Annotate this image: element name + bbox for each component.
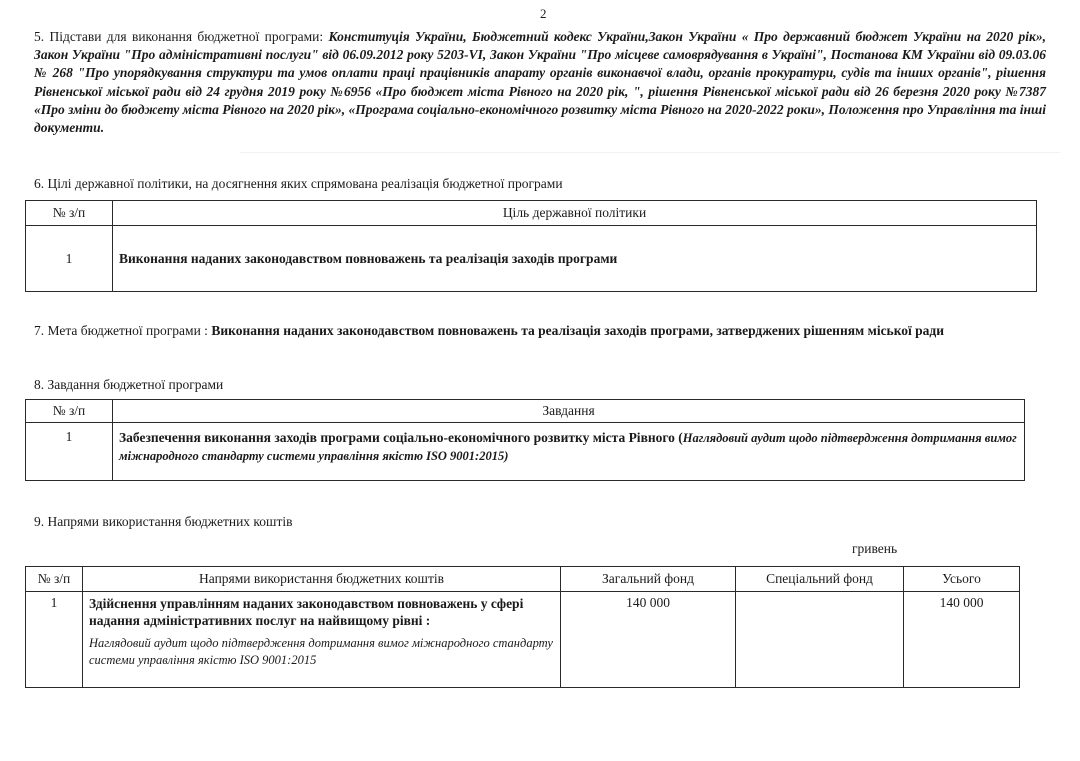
direction-text: Здійснення управлінням наданих законодавством повноважень у сфері надання адміністративних послуг на найвищому рівні : (89, 596, 524, 628)
column-header-num: № з/п (26, 567, 83, 592)
section-5-label: 5. Підстави для виконання бюджетної програми: (34, 29, 324, 44)
row-num: 1 (26, 592, 83, 688)
show-through-artifact (240, 152, 1060, 164)
table-header-row (26, 201, 1037, 226)
section-8-title: 8. Завдання бюджетної програми (34, 377, 224, 392)
unit-label: гривень (852, 541, 898, 556)
column-header-direction: Напрями використання бюджетних коштів (83, 567, 561, 592)
column-header-goal: Ціль державної політики (113, 201, 1037, 226)
row-general-fund: 140 000 (561, 592, 736, 688)
column-header-num: № з/п (26, 400, 113, 423)
page-number: 2 (540, 6, 547, 21)
row-task (113, 423, 1025, 481)
table-header-row (26, 400, 1025, 423)
row-special-fund (736, 592, 904, 688)
section-7-label: 7. Мета бюджетної програми : (34, 323, 208, 338)
table-header-row (26, 567, 1020, 592)
section-9-title: 9. Напрями використання бюджетних коштів (34, 514, 293, 529)
table-row (26, 423, 1025, 481)
table-row (26, 592, 1020, 688)
task-text: Забезпечення виконання заходів програми соціально-економічного розвитку міста Рівного ( (119, 430, 683, 445)
row-num: 1 (26, 226, 113, 292)
direction-italic: Наглядовий аудит щодо підтвердження дотримання вимог міжнародного стандарту системи управління якістю ISO 9001:2015 (89, 636, 553, 667)
policy-goals-table (25, 200, 1037, 292)
column-header-num: № з/п (26, 201, 113, 226)
task-italic: Наглядовий аудит щодо підтвердження дотримання вимог міжнародного стандарту системи управління якістю ISO 9001:2015) (119, 431, 1017, 463)
section-7-text: Виконання наданих законодавством повноважень та реалізація заходів програми, затверджених рішенням міської ради (211, 323, 945, 338)
row-num: 1 (26, 423, 113, 481)
section-5-text: Конституція України, Бюджетний кодекс України,Закон України « Про державний бюджет України на 2020 рік», Закон України "Про адміністративні послуги" від 06.09.2012 року 5203-VI, Закон України "Про місцеве самоврядування в Україні", Постанова КМ України від 09.03.06 № 268 "Про упорядкування структури та умов оплати праці працівників апарату органів виконавчої влади, органів прокуратури, судів та інших органів", рішення Рівненської міської ради від 24 грудня 2019 року №6956 «Про бюджет міста Рівного на 2020 рік, ", рішення Рівненської міської ради від 26 березня 2020 року №7387 «Про зміни до бюджету міста Рівного на 2020 рік», «Програма соціально-економічного розвитку міста Рівного на 2020-2022 роки», Положення про Управління та інші документи. (34, 29, 1047, 136)
column-header-task: Завдання (113, 400, 1025, 423)
tasks-table (25, 399, 1025, 481)
column-header-general-fund: Загальний фонд (561, 567, 736, 592)
section-7-paragraph (34, 322, 1034, 340)
budget-directions-table (25, 566, 1020, 688)
row-direction (83, 592, 561, 688)
column-header-total: Усього (904, 567, 1020, 592)
table-row (26, 226, 1037, 292)
section-6-title: 6. Цілі державної політики, на досягнення яких спрямована реалізація бюджетної програми (34, 176, 563, 191)
row-total: 140 000 (904, 592, 1020, 688)
section-5-paragraph (34, 28, 1046, 137)
column-header-special-fund: Спеціальний фонд (736, 567, 904, 592)
row-goal: Виконання наданих законодавством повноважень та реалізація заходів програми (113, 226, 1037, 292)
